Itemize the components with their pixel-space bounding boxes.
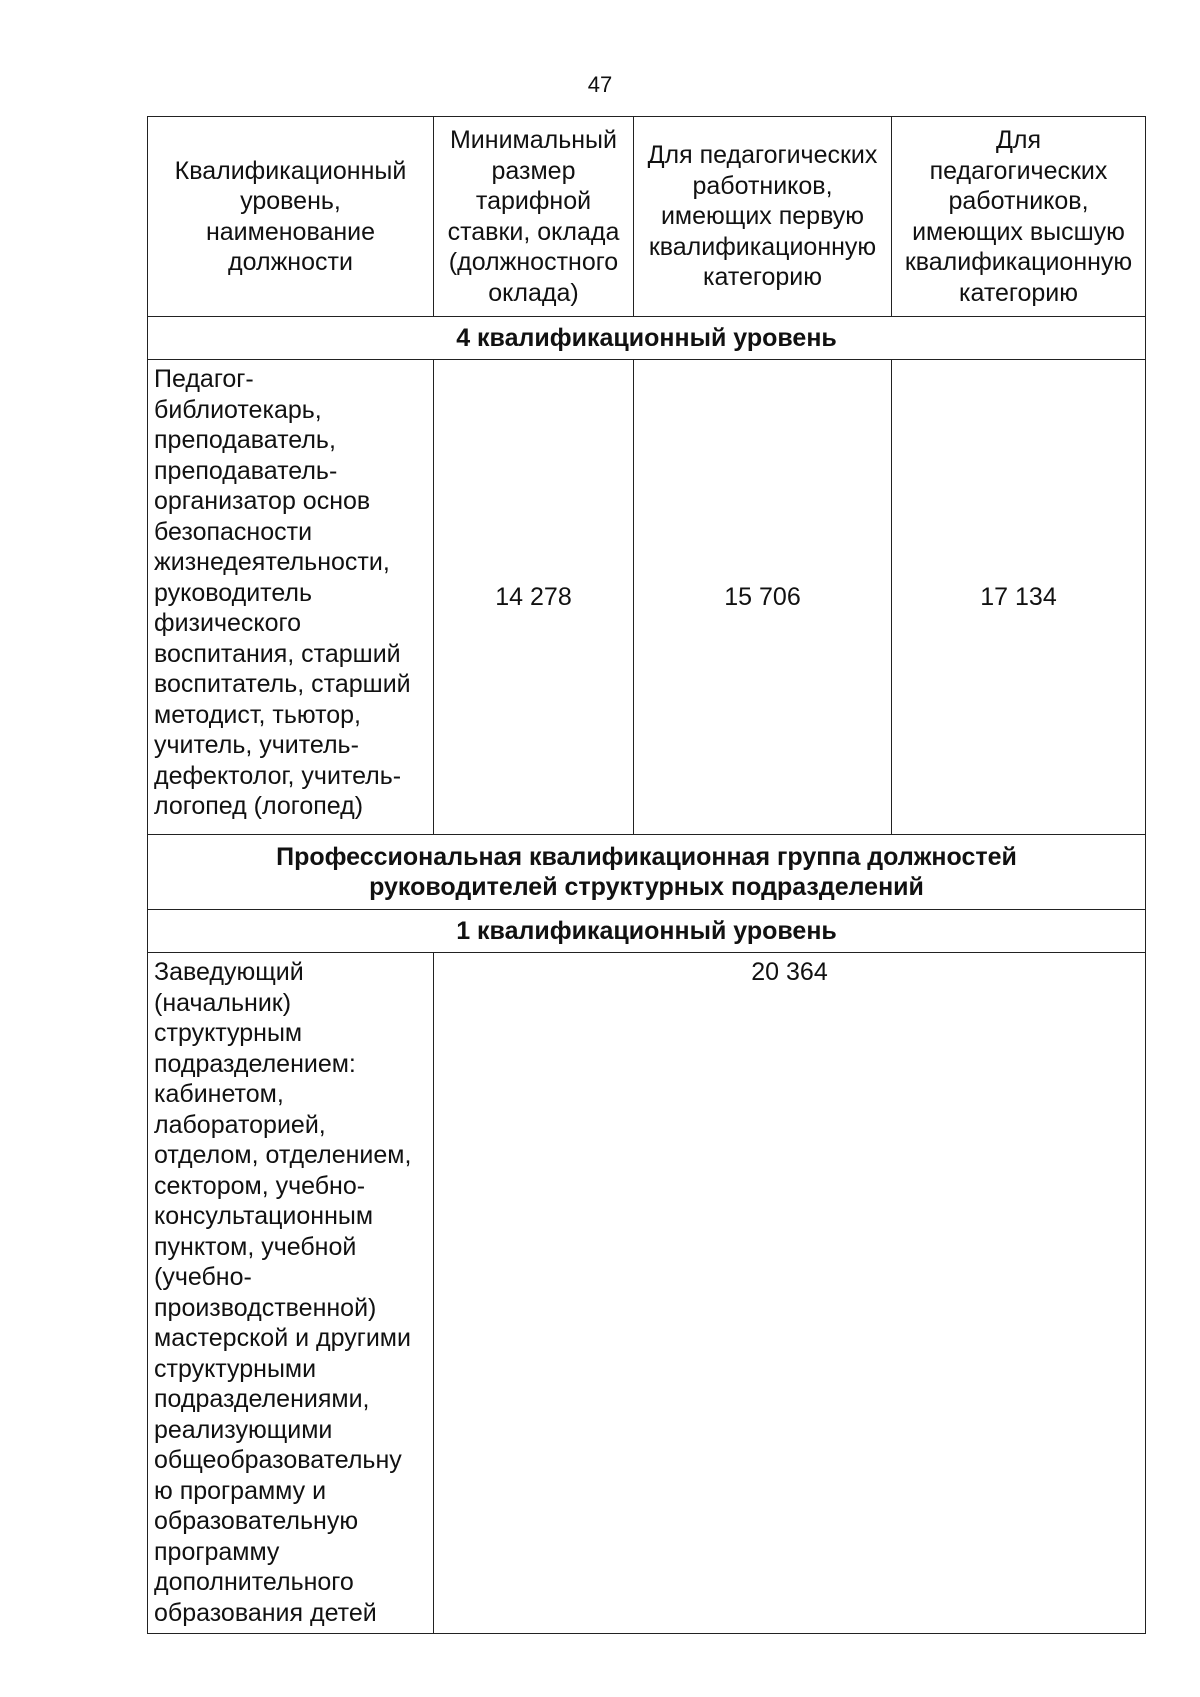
header-min-salary-line: Минимальный [449,126,617,154]
position-line: кабинетом, [154,1080,284,1108]
section-row-level-4 [148,317,1146,360]
header-first-category-line: работников, [692,171,833,200]
position-line: производственной) [154,1293,377,1322]
position-cell-level-4 [148,360,434,835]
header-min-salary-line: размер [491,156,576,185]
position-line: отделом, отделением, [154,1141,412,1169]
position-line: структурными [154,1354,317,1383]
header-min-salary-line: (должностного [448,248,619,276]
table-row-level-1 [148,953,1146,1634]
header-higher-category [892,117,1146,317]
position-line: (начальник) [154,988,292,1017]
position-line: (учебно- [154,1263,252,1291]
header-position [148,117,434,317]
header-position-line: Квалификационный [174,156,407,185]
header-first-category [634,117,892,317]
position-line: организатор основ [154,487,371,515]
header-min-salary [434,117,634,317]
position-line: общеобразовательну [154,1446,402,1474]
header-first-category-line: категорию [702,263,822,292]
position-line: пунктом, учебной [154,1232,357,1261]
position-line: учитель, учитель- [154,731,359,759]
position-line: логопед (логопед) [154,792,364,820]
header-higher-category-line: педагогических [929,156,1108,185]
position-line: преподаватель- [154,456,338,485]
min-salary-value: 14 278 [434,360,634,835]
position-line: жизнедеятельности, [154,548,390,576]
header-min-salary-line: оклада) [488,278,579,307]
section-row-group [148,835,1146,910]
position-line: ю программу и [154,1476,327,1505]
position-line: сектором, учебно- [154,1171,366,1200]
position-line: воспитатель, старший [154,670,411,698]
position-line: воспитания, старший [154,639,401,668]
header-min-salary-line: тарифной [475,187,592,215]
position-line: Педагог- [154,365,254,393]
header-first-category-line: Для педагогических [647,141,878,170]
group-title-line: руководителей структурных подразделений [369,873,924,901]
position-cell-level-1 [148,953,434,1634]
position-line: консультационным [154,1202,374,1230]
first-category-value: 15 706 [634,360,892,835]
section-row-level-1 [148,910,1146,953]
header-position-line: наименование [205,217,376,246]
header-higher-category-line: Для [995,126,1042,154]
position-line: дефектолог, учитель- [154,761,402,790]
position-line: мастерской и другими [154,1324,411,1352]
position-line: подразделениями, [154,1385,370,1413]
position-line: образовательную [154,1507,359,1535]
position-line: физического [154,609,301,637]
position-line: подразделением: [154,1049,356,1078]
page-number: 47 [587,72,613,97]
header-position-line: должности [228,248,353,276]
table-header-row [148,117,1146,317]
header-higher-category-line: работников, [948,187,1089,215]
position-line: лабораторией, [154,1110,326,1139]
position-line: библиотекарь, [154,395,322,424]
group-title-line: Профессиональная квалификационная группа должностей [276,842,1017,871]
header-min-salary-line: ставки, оклада [447,217,620,246]
group-title [148,835,1146,910]
position-line: руководитель [154,578,313,607]
level-1-salary-value: 20 364 [434,953,1146,1634]
header-first-category-line: имеющих первую [660,202,865,231]
section-title-level-4: 4 квалификационный уровень [148,317,1146,360]
position-line: программу [154,1537,280,1566]
position-line: безопасности [154,517,313,546]
table-row-level-4 [148,360,1146,835]
position-line: реализующими [154,1415,333,1444]
higher-category-value: 17 134 [892,360,1146,835]
position-line: образования детей [154,1598,377,1627]
position-line: преподаватель, [154,426,336,454]
header-higher-category-line: имеющих высшую [912,217,1125,246]
position-line: дополнительного [154,1568,354,1596]
position-line: структурным [154,1019,303,1047]
header-position-line: уровень, [240,187,341,215]
position-line: методист, тьютор, [154,700,362,729]
position-line: Заведующий [154,958,304,986]
header-higher-category-line: квалификационную [904,248,1133,276]
header-first-category-line: квалификационную [648,232,877,261]
section-title-level-1: 1 квалификационный уровень [148,910,1146,953]
header-higher-category-line: категорию [958,278,1078,307]
salary-table [147,116,1146,1634]
